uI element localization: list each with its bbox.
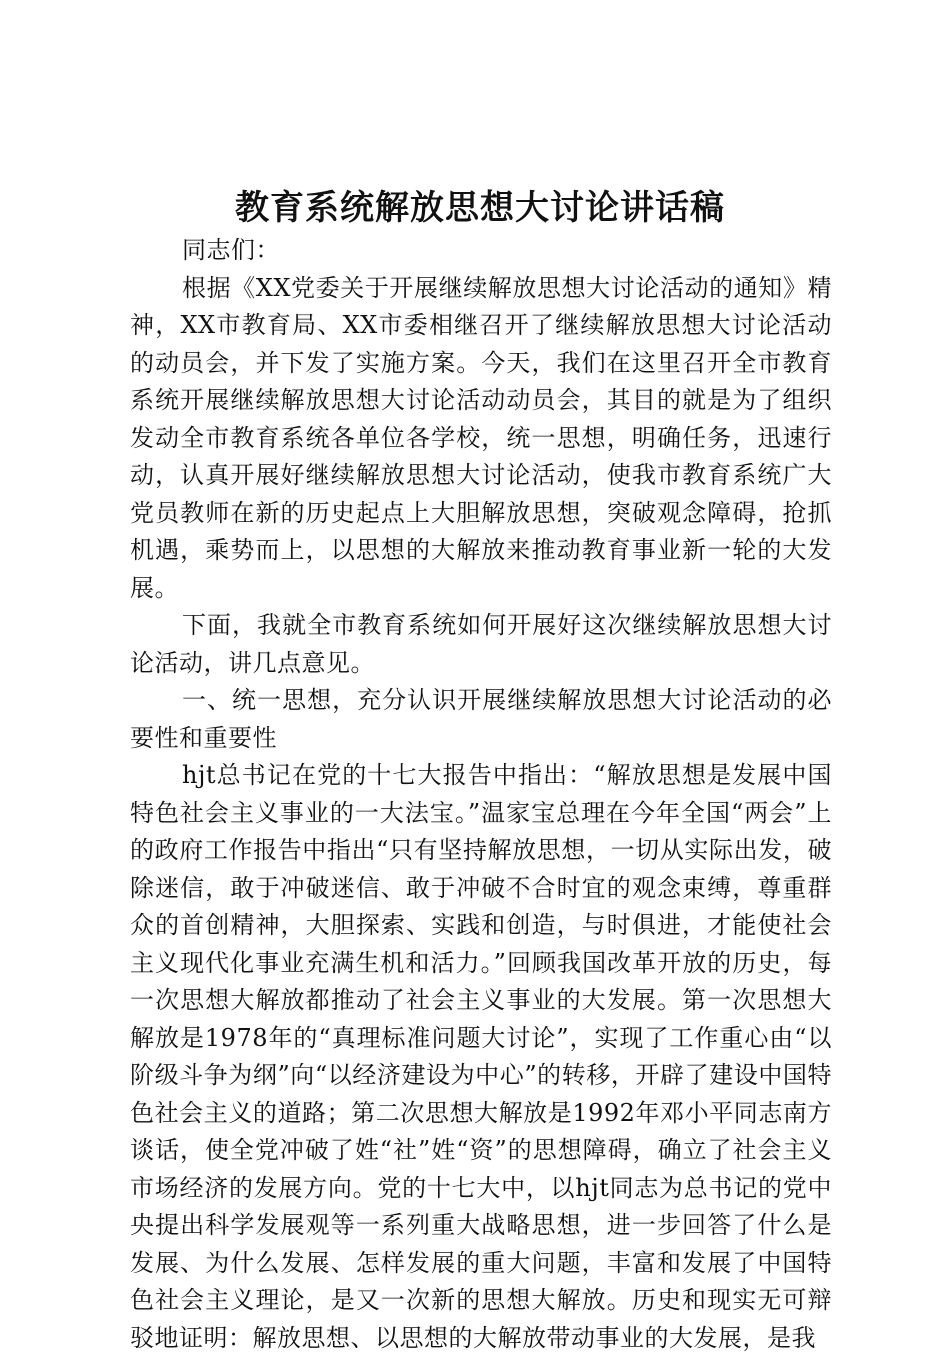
salutation-paragraph: 同志们： — [182, 236, 280, 264]
transition-paragraph: 下面，我就全市教育系统如何开展好这次继续解放思想大讨论活动，讲几点意见。 — [130, 611, 832, 677]
document-title: 教育系统解放思想大讨论讲话稿 — [235, 188, 725, 228]
document-body — [130, 232, 832, 1357]
body-paragraph: hjt总书记在党的十七大报告中指出：“解放思想是发展中国特色社会主义事业的一大法宝。”温家宝总理在今年全国“两会”上的政府工作报告中指出“只有坚持解放思想，一切从实际出发，破除迷信，敢于冲破迷信、敢于冲破不合时宜的观念束缚，尊重群众的首创精神，大胆探索、实践和创造，与时俱进，才能使社会主义现代化事业充满生机和活力。”回顾我国改革开放的历史，每一次思想大解放都推动了社会主义事业的大发展。第一次思想大解放是1978年的“真理标准问题大讨论”，实现了工作重心由“以阶级斗争为纲”向“以经济建设为中心”的转移，开辟了建设中国特色社会主义的道路；第二次思想大解放是1992年邓小平同志南方谈话，使全党冲破了姓“社”姓“资”的思想障碍，确立了社会主义市场经济的发展方向。党的十七大中，以hjt同志为总书记的党中央提出科学发展观等一系列重大战略思想，进一步回答了什么是发展、为什么发展、怎样发展的重大问题，丰富和发展了中国特色社会主义理论，是又一次新的思想大解放。历史和现实无可辩驳地证明：解放思想、以思想的大解放带动事业的大发展，是我 — [130, 761, 832, 1352]
section-heading-1: 一、统一思想，充分认识开展继续解放思想大讨论活动的必要性和重要性 — [130, 686, 832, 752]
intro-paragraph: 根据《XX党委关于开展继续解放思想大讨论活动的通知》精神，XX市教育局、XX市委相继召开了继续解放思想大讨论活动的动员会，并下发了实施方案。今天，我们在这里召开全市教育系统开展继续解放思想大讨论活动动员会，其目的就是为了组织发动全市教育系统各单位各学校，统一思想，明确任务，迅速行动，认真开展好继续解放思想大讨论活动，使我市教育系统广大党员教师在新的历史起点上大胆解放思想，突破观念障碍，抢抓机遇，乘势而上，以思想的大解放来推动教育事业新一轮的大发展。 — [130, 273, 832, 602]
